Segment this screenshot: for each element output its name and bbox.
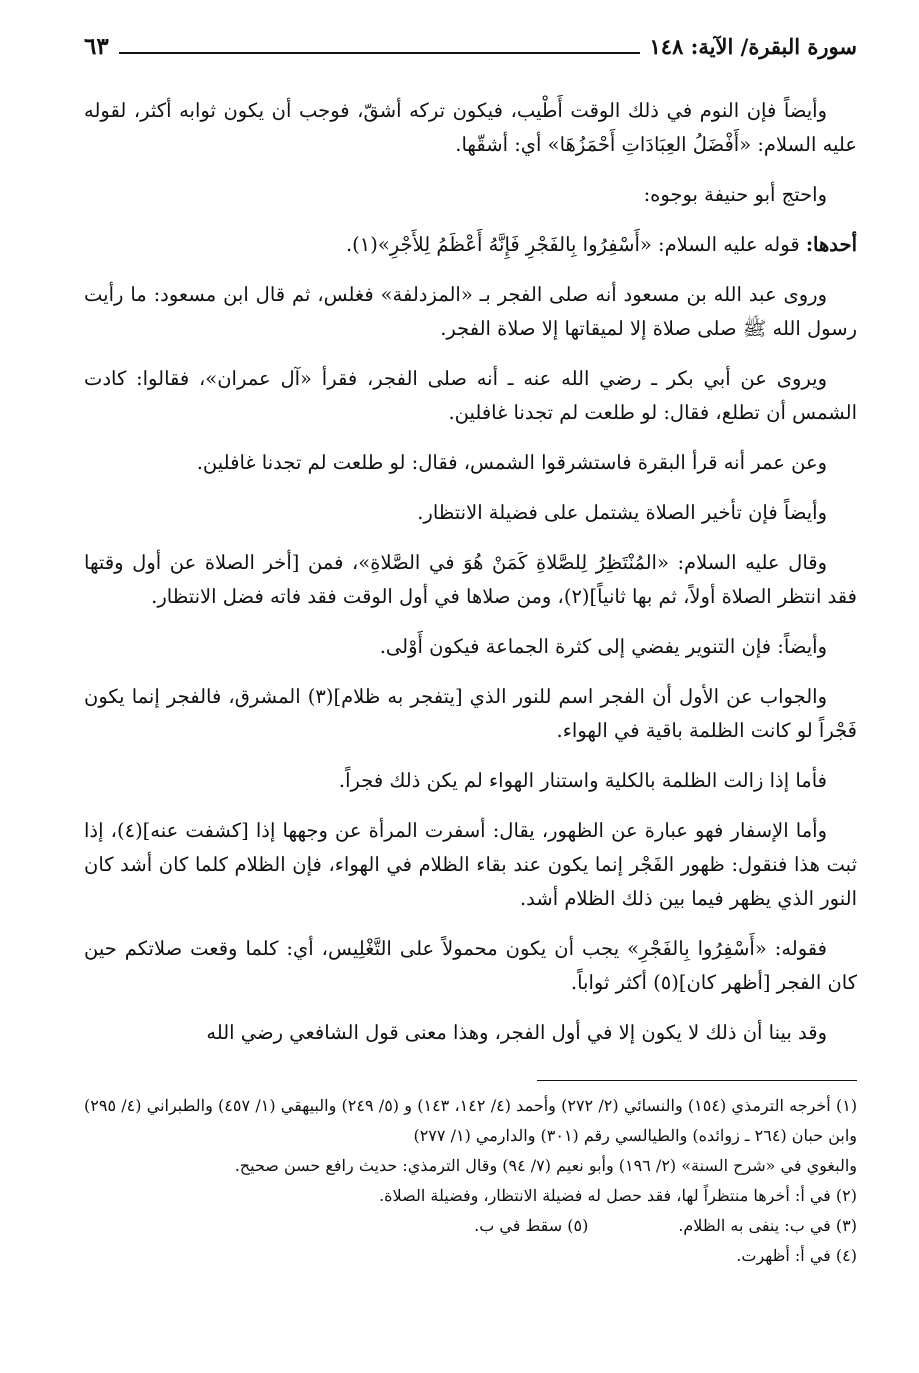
paragraph: وقال عليه السلام: «المُنْتَظِرُ لِلصَّلاةِ كَمَنْ هُوَ في الصَّلاةِ»، فمن [أخر الصلاة عن أول وقتها فقد انتظر الصلاة أولاً، ثم بها ثانياً](٢)، ومن صلاها في أول الوقت فقد فاته فضل الانتظار. bbox=[84, 551, 857, 608]
paragraph: والجواب عن الأول أن الفجر اسم للنور الذي [يتفجر به ظلام](٣) المشرق، فالفجر إنما يكون فَجْراً لو كانت الظلمة باقية في الهواء. bbox=[84, 685, 857, 742]
paragraph: وأيضاً فإن تأخير الصلاة يشتمل على فضيلة الانتظار. bbox=[417, 501, 827, 524]
paragraph: وأيضاً فإن النوم في ذلك الوقت أَطْيب، فيكون تركه أشقّ، فوجب أن يكون ثوابه أكثر، لقوله عليه السلام: «أَفْضَلُ العِبَادَاتِ أَحْمَزُهَا» أي: أشقّها. bbox=[84, 99, 857, 156]
footnote-row bbox=[84, 1211, 857, 1241]
page-number: ٦٣ bbox=[84, 32, 109, 60]
paragraph: وأما الإسفار فهو عبارة عن الظهور، يقال: أسفرت المرأة عن وجهها إذا [كشفت عنه](٤)، إذا ثبت هذا فنقول: ظهور الفَجْر إنما يكون عند بقاء الظلام في الهواء، فإن الظلام كلما كان أشد كان النور الذي يظهر فيما بين ذلك الظلام أشد. bbox=[84, 819, 857, 910]
first-reason-label: أحدها: bbox=[805, 233, 857, 256]
footnote-4: (٤) في أ: أظهرت. bbox=[736, 1246, 857, 1265]
paragraph: فأما إذا زالت الظلمة بالكلية واستنار الهواء لم يكن ذلك فجراً. bbox=[338, 769, 827, 792]
footnote-3: (٣) في ب: ينفى به الظلام. bbox=[678, 1216, 857, 1235]
footnote-1-continued: والبغوي في «شرح السنة» (٢/ ١٩٦) وأبو نعيم (٧/ ٩٤) وقال الترمذي: حديث رافع حسن صحيح. bbox=[234, 1156, 857, 1175]
paragraph: وعن عمر أنه قرأ البقرة فاستشرقوا الشمس، فقال: لو طلعت لم تجدنا غافلين. bbox=[196, 451, 827, 474]
paragraph: فقوله: «أَسْفِرُوا بِالفَجْرِ» يجب أن يكون محمولاً على التَّغْلِيس، أي: كلما وقعت صلاتكم حين كان الفجر [أظهر كان](٥) أكثر ثواباً. bbox=[84, 937, 857, 994]
paragraph: واحتج أبو حنيفة بوجوه: bbox=[643, 183, 827, 206]
paragraph-text: قوله عليه السلام: «أَسْفِرُوا بِالفَجْرِ فَإِنَّهُ أَعْظَمُ لِلأَجْرِ»(١). bbox=[345, 233, 800, 256]
header-rule bbox=[119, 38, 640, 54]
footnote-5: (٥) سقط في ب. bbox=[474, 1216, 589, 1235]
paragraph: وروى عبد الله بن مسعود أنه صلى الفجر بـ «المزدلفة» فغلس، ثم قال ابن مسعود: ما رأيت رسول الله ﷺ صلى صلاة إلا لميقاتها إلا صلاة الفجر. bbox=[84, 283, 857, 340]
paragraph bbox=[84, 228, 857, 262]
paragraph: وقد بينا أن ذلك لا يكون إلا في أول الفجر، وهذا معنى قول الشافعي رضي الله bbox=[206, 1021, 827, 1044]
footnotes bbox=[84, 1091, 857, 1271]
page-header bbox=[84, 26, 857, 66]
paragraph: وأيضاً: فإن التنوير يفضي إلى كثرة الجماعة فيكون أَوْلى. bbox=[379, 635, 827, 658]
footnote-1: (١) أخرجه الترمذي (١٥٤) والنسائي (٢/ ٢٧٢) وأحمد (٤/ ١٤٢، ١٤٣) و (٥/ ٢٤٩) والبيهقي (١/ ٤٥٧) والطبراني (٤/ ٢٩٥) وابن حبان (٢٦٤ ـ زوائده) والطيالسي رقم (٣٠١) والدارمي (١/ ٢٧٧) bbox=[84, 1096, 858, 1145]
footnote-2: (٢) في أ: أخرها منتظراً لها، فقد حصل له فضيلة الانتظار، وفضيلة الصلاة. bbox=[379, 1186, 857, 1205]
paragraph: ويروى عن أبي بكر ـ رضي الله عنه ـ أنه صلى الفجر، فقرأ «آل عمران»، فقالوا: كادت الشمس أن تطلع، فقال: لو طلعت لم تجدنا غافلين. bbox=[84, 367, 857, 424]
running-title: سورة البقرة/ الآية: ١٤٨ bbox=[649, 33, 857, 59]
body-text bbox=[84, 94, 857, 1050]
footnote-rule bbox=[537, 1080, 857, 1081]
